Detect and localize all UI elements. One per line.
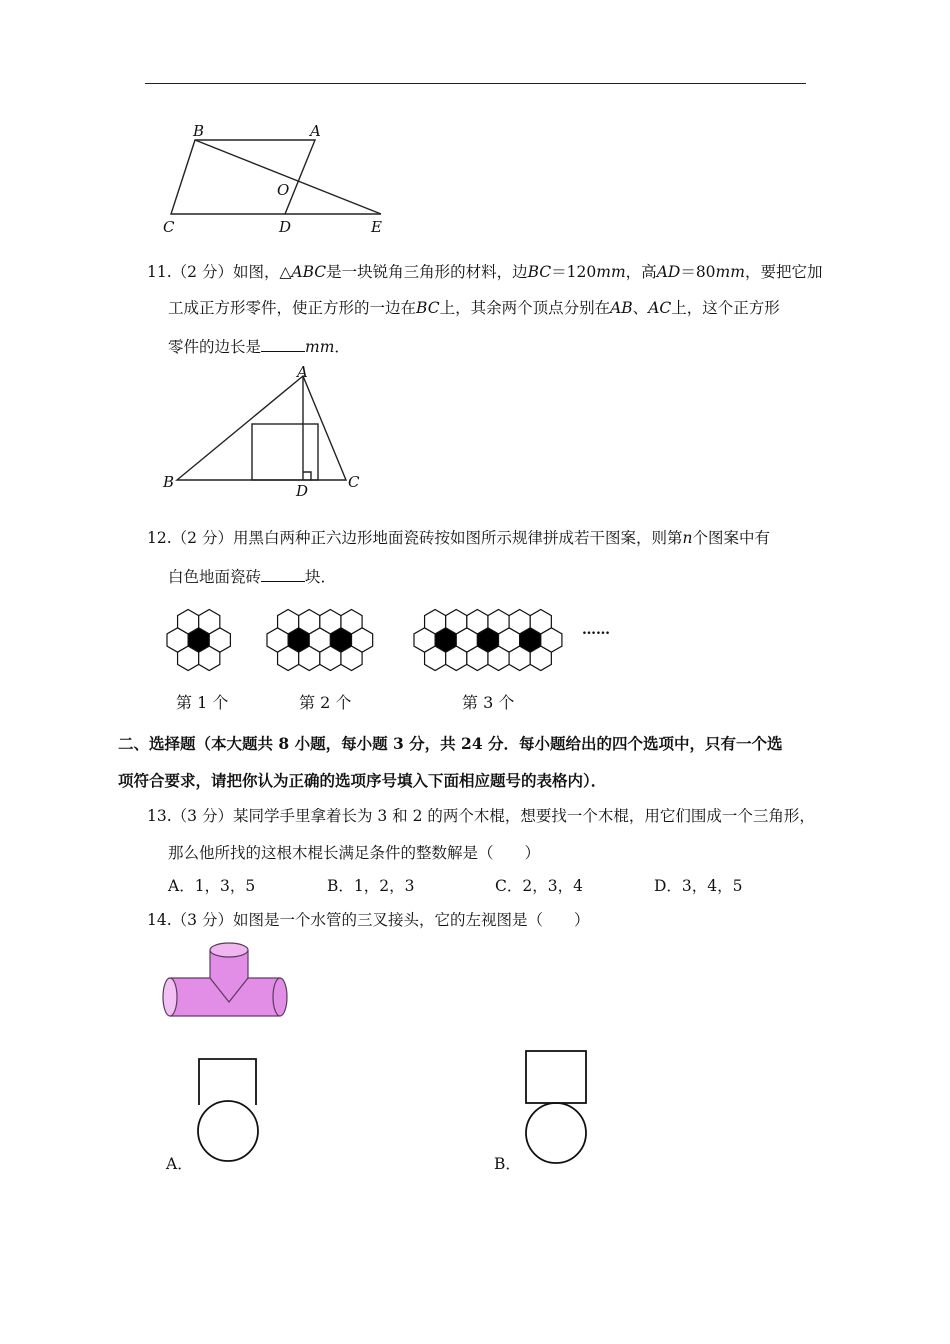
label-d: D: [279, 218, 292, 236]
pattern-caption-1: 第 1 个: [176, 693, 229, 712]
q13-text: 某同学手里拿着长为 3 和 2 的两个木棍，想要找一个木棍，用它们围成一个三角形，: [232, 807, 815, 825]
rectangle-shape: [199, 1059, 256, 1105]
white-tile: [278, 646, 299, 670]
white-tile: [467, 646, 488, 670]
white-tile: [425, 646, 446, 670]
q14-line-1: [147, 910, 589, 930]
white-tile: [178, 610, 199, 634]
q11-text: ＝120: [551, 263, 597, 281]
label-a: A: [310, 122, 321, 140]
question-score: （3 分）: [171, 807, 233, 825]
question-score: （2 分）: [171, 529, 233, 547]
continuation-dots: ……: [582, 622, 610, 638]
pipe-top-end: [210, 943, 248, 957]
option-a-figure: [190, 1055, 270, 1165]
circle-shape: [198, 1101, 258, 1161]
white-tile: [446, 646, 467, 670]
white-tile: [299, 646, 320, 670]
white-tile: [530, 610, 551, 634]
q13-line-2: 那么他所找的这根木棍长满足条件的整数解是（ ）: [168, 844, 541, 862]
math-unit: mm: [596, 263, 626, 281]
math-unit: mm: [305, 338, 335, 356]
question-number: 12.: [147, 529, 172, 547]
question-number: 13.: [147, 807, 172, 825]
white-tile: [425, 610, 446, 634]
section-heading-cont: 项符合要求，请把你认为正确的选项序号填入下面相应题号的表格内）．: [118, 771, 607, 790]
pattern-caption-3: 第 3 个: [462, 693, 515, 712]
white-tile: [320, 646, 341, 670]
white-tile: [530, 646, 551, 670]
math-unit: mm: [715, 263, 745, 281]
q11-text: 零件的边长是: [168, 338, 262, 356]
question-score: （2 分）: [171, 263, 233, 281]
q11-text: 如图，△: [232, 263, 292, 281]
label-d: D: [296, 482, 309, 498]
answer-blank[interactable]: [261, 337, 305, 352]
q12-text: 个图案中有: [692, 529, 770, 547]
label-c: C: [163, 218, 175, 236]
math-var: BC: [416, 299, 440, 317]
pipe-tee-figure: [160, 938, 290, 1023]
label-e: E: [371, 218, 382, 236]
question-score: （3 分）: [171, 911, 233, 929]
white-tile: [341, 646, 362, 670]
q12-text: 白色地面瓷砖: [168, 568, 262, 586]
white-tile: [178, 646, 199, 670]
header-rule: [145, 83, 806, 84]
option-c[interactable]: C．2，3，4: [495, 877, 583, 895]
white-tile: [467, 610, 488, 634]
white-tile: [320, 610, 341, 634]
math-var: BC: [527, 263, 552, 281]
label-b: B: [163, 473, 175, 491]
math-var: AD: [656, 263, 681, 281]
label-c: C: [348, 473, 360, 491]
answer-blank[interactable]: [261, 567, 305, 582]
q12-line-1: [147, 528, 770, 548]
math-var: AB: [610, 299, 633, 317]
square-shape: [526, 1051, 586, 1103]
pipe-right-end: [273, 978, 287, 1016]
q11-text: 、: [632, 299, 649, 317]
q11-text: ＝80: [680, 263, 716, 281]
hexagon-tile-patterns: [155, 595, 635, 685]
q12-line-2: [168, 567, 336, 587]
q11-text: ，要把它加: [744, 263, 823, 281]
triangle-square-figure: [160, 362, 370, 498]
q11-text: ．: [334, 338, 350, 356]
q11-line-1: [147, 262, 822, 282]
math-var: ABC: [291, 263, 327, 281]
option-a[interactable]: A．1，3，5: [168, 877, 256, 895]
q11-line-2: [168, 298, 780, 318]
option-d[interactable]: D．3，4，5: [654, 877, 743, 895]
option-b-label[interactable]: B．: [494, 1155, 521, 1173]
q11-text: 上，其余两个顶点分别在: [439, 299, 611, 317]
q14-text: 如图是一个水管的三叉接头，它的左视图是（ ）: [232, 911, 590, 929]
pattern-caption-2: 第 2 个: [299, 693, 352, 712]
q11-text: 上，这个正方形: [671, 299, 780, 317]
question-number: 11.: [147, 263, 172, 281]
white-tile: [299, 610, 320, 634]
white-tile: [509, 610, 530, 634]
label-o: O: [277, 181, 290, 199]
q12-text: 用黑白两种正六边形地面瓷砖按如图所示规律拼成若干图案，则第: [232, 529, 683, 547]
q13-line-1: [147, 806, 815, 826]
option-b-figure: [518, 1045, 598, 1165]
q11-text: 是一块锐角三角形的材料，边: [326, 263, 528, 281]
white-tile: [488, 610, 509, 634]
white-tile: [341, 610, 362, 634]
white-tile: [199, 646, 220, 670]
section-heading: 二、选择题（本大题共 8 小题，每小题 3 分，共 24 分．每小题给出的四个选项中，只有一个选: [118, 734, 783, 753]
white-tile: [199, 610, 220, 634]
right-angle-mark: [303, 472, 311, 480]
q12-text: 块．: [305, 568, 337, 586]
white-tile: [509, 646, 530, 670]
white-tile: [446, 610, 467, 634]
parallelogram-abcd: [171, 140, 315, 214]
parallelogram-figure: [155, 118, 395, 240]
triangle-abc: [177, 376, 346, 480]
question-number: 14.: [147, 911, 172, 929]
white-tile: [278, 610, 299, 634]
math-var: AC: [648, 299, 672, 317]
circle-shape: [526, 1103, 586, 1163]
segment-be: [195, 140, 381, 214]
option-b[interactable]: B．1，2，3: [327, 877, 415, 895]
label-a: A: [297, 363, 308, 381]
option-a-label[interactable]: A．: [166, 1155, 193, 1173]
pipe-left-end: [163, 978, 177, 1016]
q11-line-3: [168, 337, 350, 357]
label-b: B: [193, 122, 205, 140]
q11-text: ，高: [625, 263, 657, 281]
white-tile: [488, 646, 509, 670]
q11-text: 工成正方形零件，使正方形的一边在: [168, 299, 417, 317]
math-var: n: [682, 529, 693, 547]
